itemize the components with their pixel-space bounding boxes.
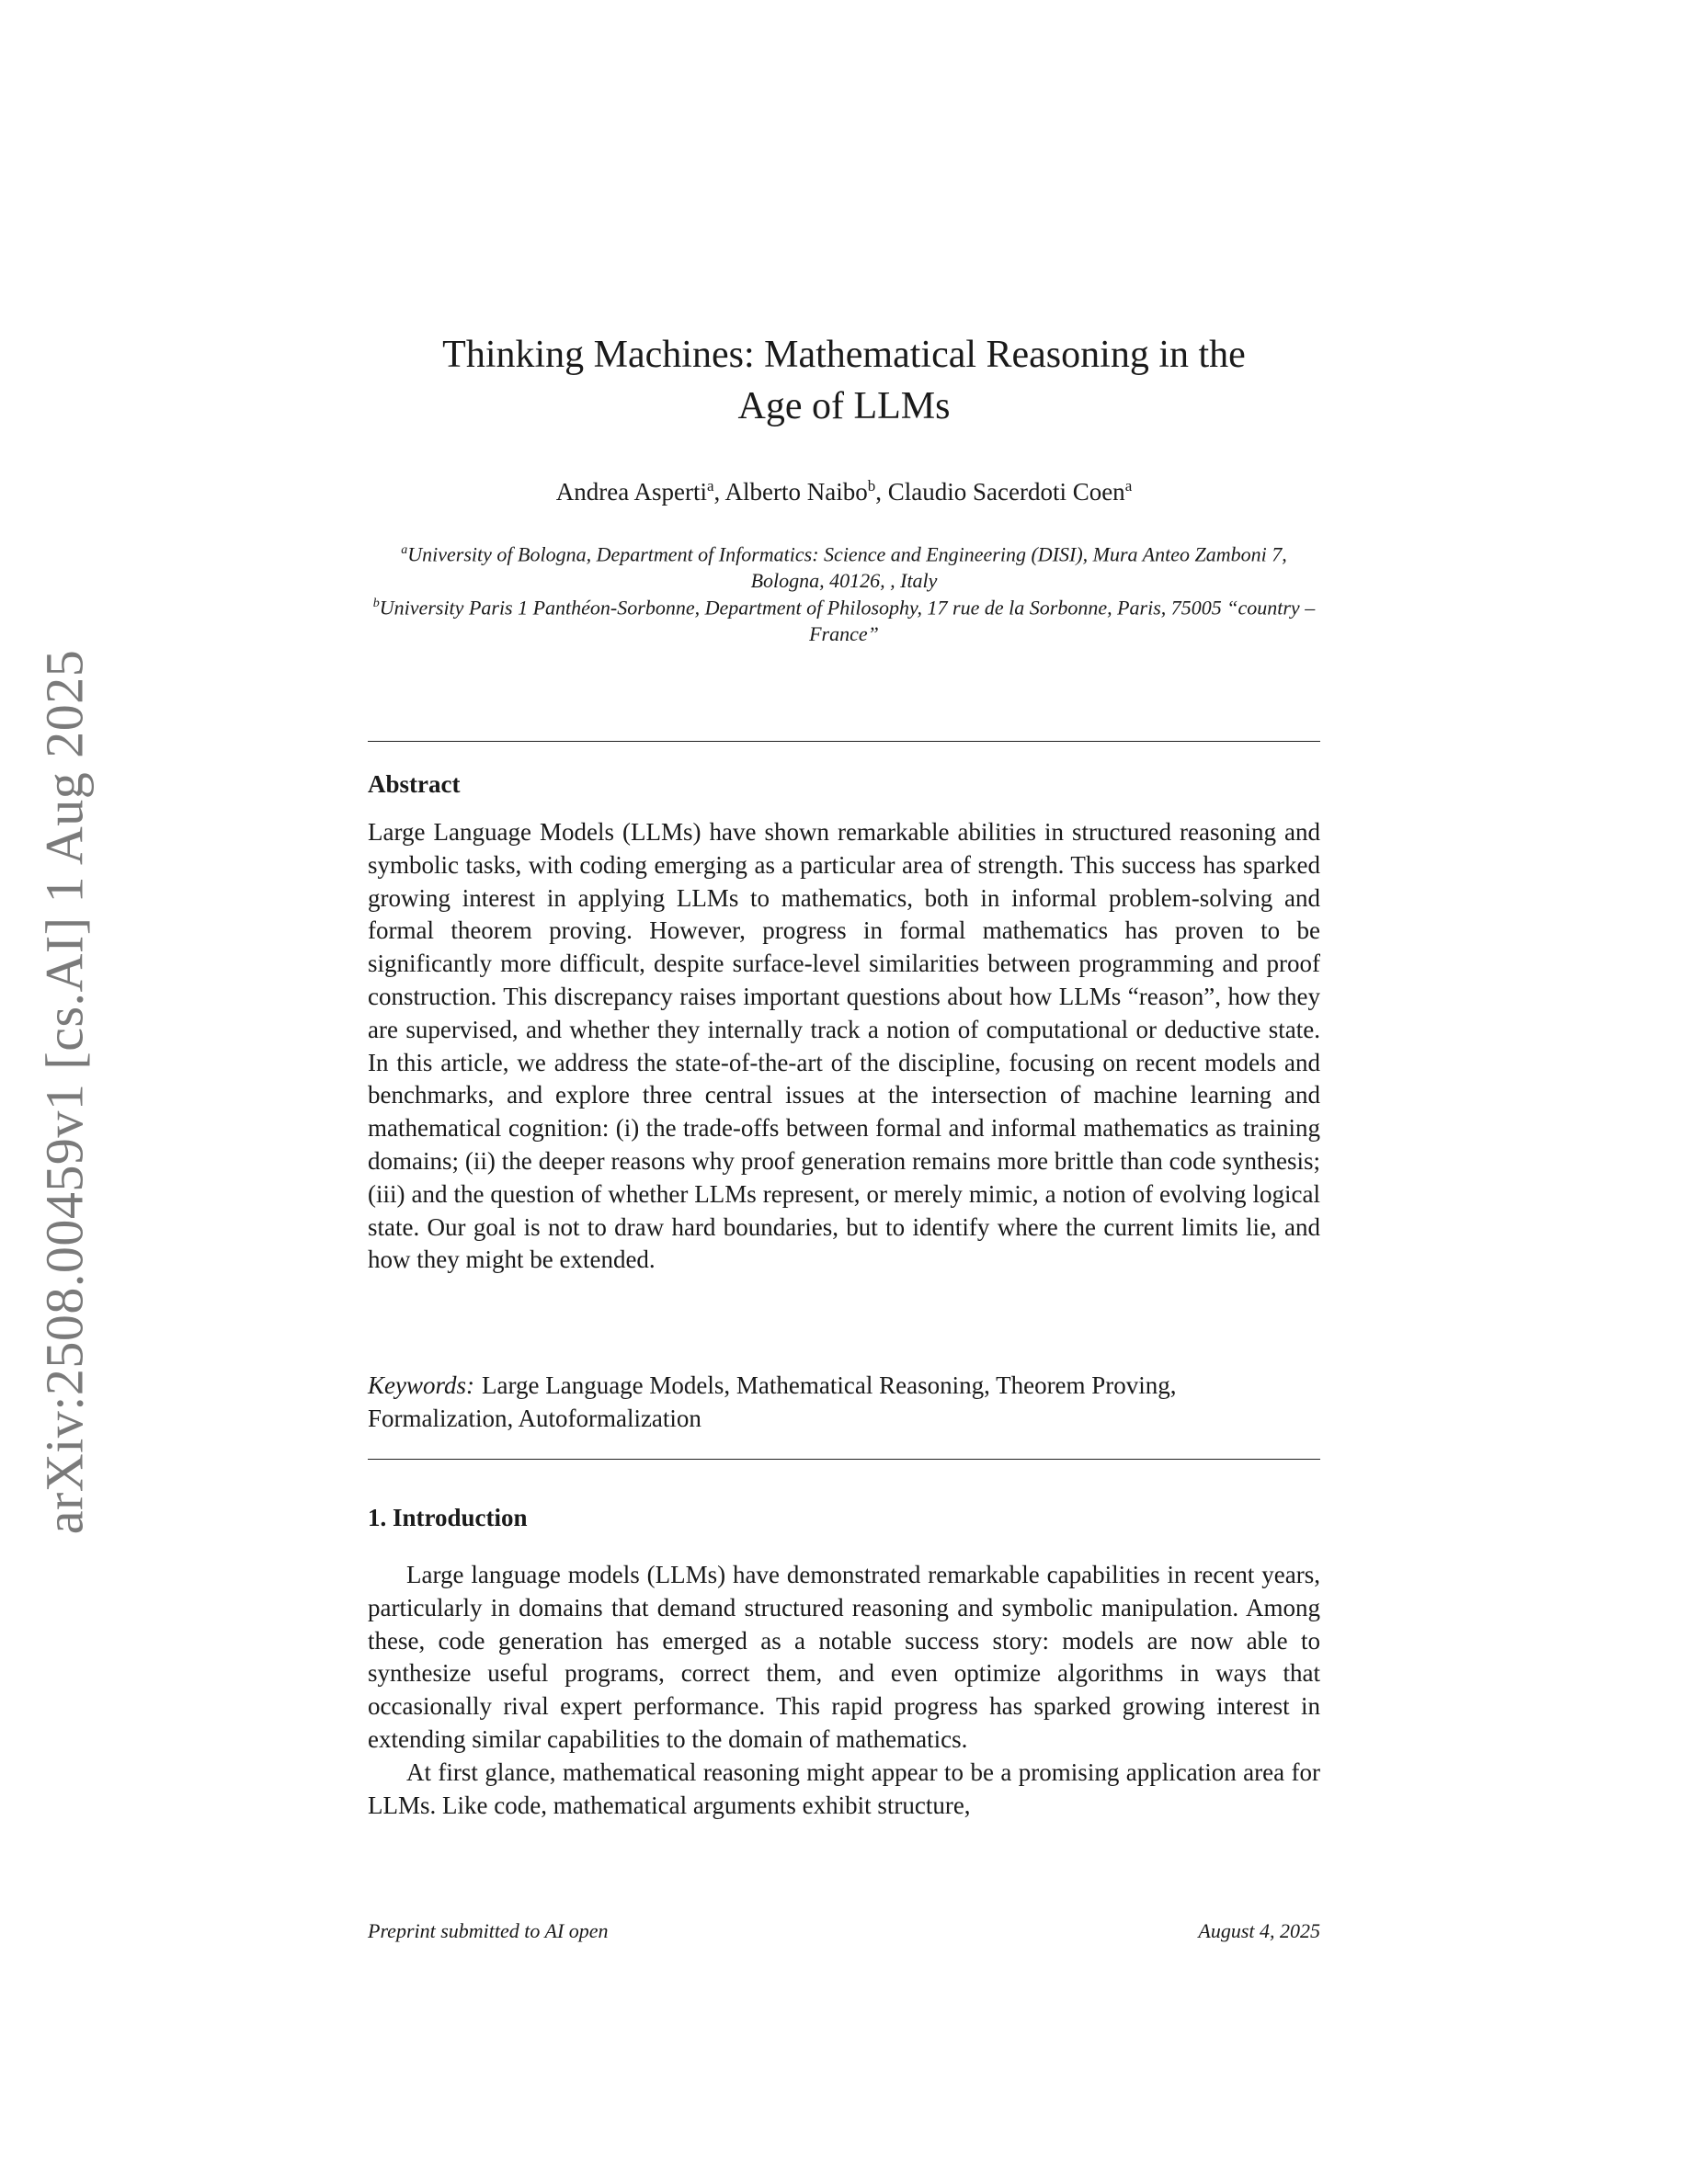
author-name: Alberto Naibo (724, 478, 868, 506)
affiliation-mark: b (372, 597, 380, 610)
author-affiliation-mark: a (706, 477, 714, 495)
paper-title (368, 329, 1320, 432)
author-list: Andrea Asperti$^a$, Alberto Naibo$^b$, Claudio Sacerdoti Coen$^a$ (555, 477, 1133, 506)
keywords-text: Large Language Models, Mathematical Reasoning, Theorem Proving, Formalization, Autoformalization (368, 1371, 1177, 1432)
author-name: Andrea Asperti (555, 478, 707, 506)
affiliation-a (368, 537, 1320, 594)
title-line-2: Age of LLMs (737, 385, 951, 427)
author-affiliation-mark: a (1124, 477, 1133, 495)
affiliation-text: University Paris 1 Panthéon-Sorbonne, Department of Philosophy, 17 rue de la Sorbonne, Paris, 75005 “country –France” (379, 596, 1316, 646)
footer-submission-note: Preprint submitted to AI open (368, 1919, 609, 1942)
keywords-label: Keywords: (368, 1371, 474, 1399)
affiliation-mark: a (401, 543, 408, 557)
introduction-paragraph: Large language models (LLMs) have demonstrated remarkable capabilities in recent years, particularly in domains that demand structured reasoning and symbolic manipulation. Among these, code generation has emerged as a notable success story: models are now able to synthesize useful programs, correct them, and even optimize algorithms in ways that occasionally rival expert performance. This rapid progress has sparked growing interest in extending similar capabilities to the domain of mathematics. (368, 1561, 1320, 1753)
abstract-paragraph: Large Language Models (LLMs) have shown remarkable abilities in structured reasoning and symbolic tasks, with coding emerging as a particular area of strength. This success has sparked growing interest in applying LLMs to mathematics, both in informal problem-solving and formal theorem proving. However, progress in formal mathematics has proven to be significantly more difficult, despite surface-level similarities between programming and proof construction. This discrepancy raises important questions about how LLMs “reason”, how they are supervised, and whether they internally track a notion of computational or deductive state. In this article, we address the state-of-the-art of the discipline, focusing on recent models and benchmarks, and explore three central issues at the intersection of machine learning and mathematical cognition: (i) the trade-offs between formal and informal mathematics as training domains; (ii) the deeper reasons why proof generation remains more brittle than code synthesis; (iii) and the question of whether LLMs represent, or merely mimic, a notion of evolving logical state. Our goal is not to draw hard boundaries, but to identify where the current limits lie, and how they might be extended. (368, 818, 1320, 1274)
abstract-bottom-rule (368, 1459, 1320, 1460)
abstract-top-rule (368, 741, 1320, 742)
introduction-paragraph: At first glance, mathematical reasoning might appear to be a promising application area for LLMs. Like code, mathematical arguments exhibit structure, (368, 1757, 1320, 1819)
author-affiliation-mark: b (867, 477, 876, 495)
introduction-heading: 1. Introduction (368, 1504, 528, 1531)
title-line-1: Thinking Machines: Mathematical Reasoning in the (442, 334, 1246, 376)
keywords (368, 1370, 1320, 1436)
introduction-body (368, 1559, 1320, 1822)
footer-date: August 4, 2025 (1198, 1919, 1320, 1942)
abstract-body (368, 816, 1320, 1277)
affiliation-text: University of Bologna, Department of Informatics: Science and Engineering (DISI), Mura Anteo Zamboni 7, Bologna, 40126, , Italy (407, 542, 1287, 593)
abstract-heading: Abstract (368, 770, 461, 798)
author-name: Claudio Sacerdoti Coen (887, 478, 1125, 506)
affiliation-b (368, 590, 1320, 647)
arxiv-identifier-stamp: arXiv:2508.00459v1 [cs.AI] 1 Aug 2025 (34, 649, 95, 1535)
